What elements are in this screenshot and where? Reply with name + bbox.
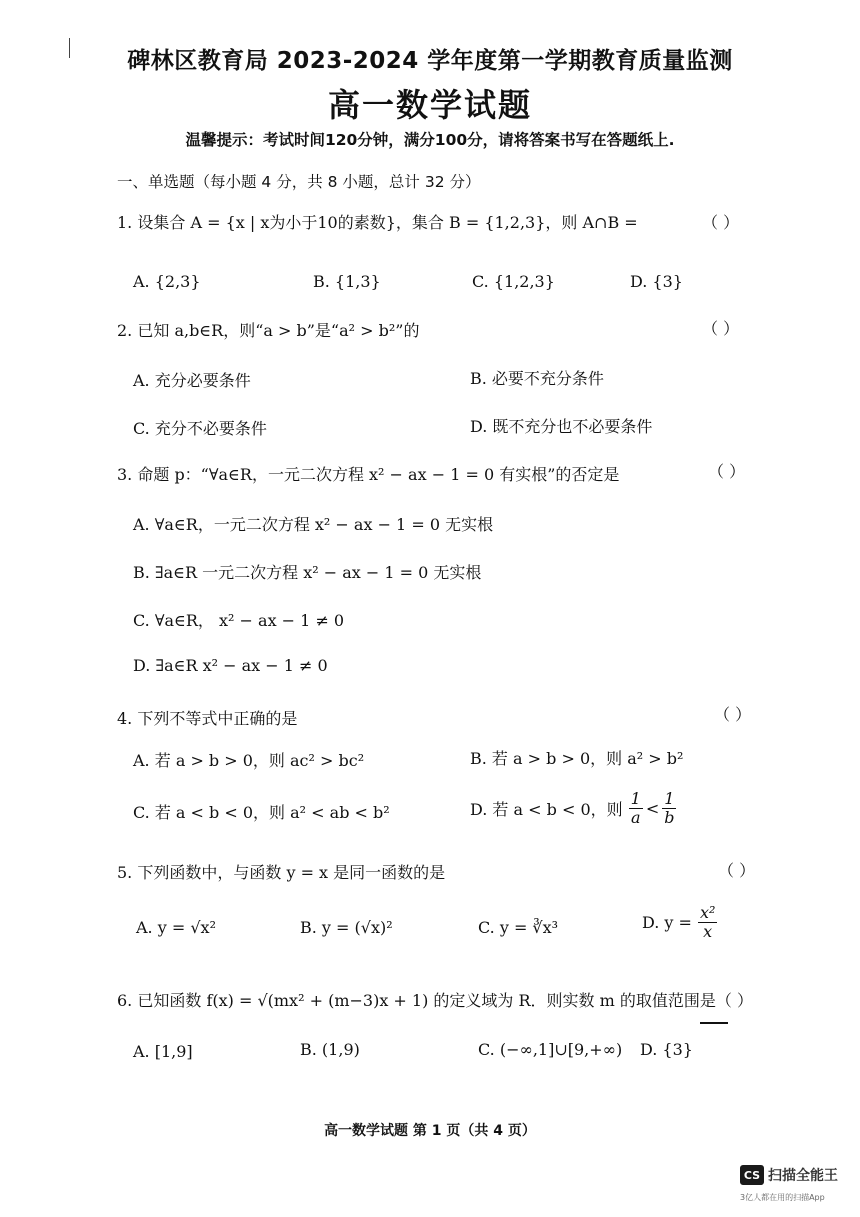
question-4-stem: 4. 下列不等式中正确的是 xyxy=(117,709,298,728)
scanner-watermark xyxy=(740,1165,838,1185)
question-6-option-a: A. [1,9] xyxy=(133,1042,193,1061)
fraction-numerator: x² xyxy=(699,903,716,922)
question-6-option-b: B. (1,9) xyxy=(300,1040,360,1059)
question-4-option-a: A. 若 a > b > 0，则 ac² > bc² xyxy=(133,751,365,770)
question-5-answer-blank: （ ） xyxy=(718,861,756,880)
fraction-1-over-b xyxy=(662,790,676,826)
fraction-1-over-a xyxy=(629,790,643,826)
question-3-answer-blank: （ ） xyxy=(708,462,746,481)
question-6-stem: 6. 已知函数 f(x) = √(mx² + (m−3)x + 1) 的定义域为 R．则实数 m 的取值范围是（ ） xyxy=(117,991,753,1010)
fraction-numerator: 1 xyxy=(664,789,675,808)
question-2-option-c: C. 充分不必要条件 xyxy=(133,419,267,438)
question-2-option-b: B. 必要不充分条件 xyxy=(470,369,604,388)
exam-tip: 温馨提示：考试时间120分钟，满分100分，请将答案书写在答题纸上. xyxy=(185,131,675,149)
answer-underline-mark xyxy=(700,1022,728,1024)
question-3-option-d: D. ∃a∈R x² − ax − 1 ≠ 0 xyxy=(133,656,328,675)
question-4-answer-blank: （ ） xyxy=(714,705,752,724)
question-1-option-c: C. {1,2,3} xyxy=(472,272,555,291)
question-5-option-b: B. y = (√x)² xyxy=(300,918,393,937)
question-4-option-d-prefix: D. 若 a < b < 0，则 xyxy=(470,799,623,819)
exam-title-line2: 高一数学试题 xyxy=(327,86,532,124)
section-title: 一、单选题（每小题 4 分，共 8 小题，总计 32 分） xyxy=(117,173,481,191)
question-6-option-d: D. {3} xyxy=(640,1040,693,1059)
fraction-numerator: 1 xyxy=(630,789,641,808)
question-2-option-a: A. 充分必要条件 xyxy=(133,371,251,390)
question-6-option-c: C. (−∞,1]∪[9,+∞) xyxy=(478,1040,623,1059)
scanner-tagline: 3亿人都在用的扫描App xyxy=(740,1193,825,1202)
question-2-answer-blank: （ ） xyxy=(702,319,740,338)
scanner-logo-icon: CS xyxy=(740,1165,764,1185)
question-4-option-d xyxy=(470,790,676,826)
question-3-option-c: C. ∀a∈R， x² − ax − 1 ≠ 0 xyxy=(133,611,345,630)
fraction-denominator: x xyxy=(703,921,713,941)
question-5-stem: 5. 下列函数中，与函数 y = x 是同一函数的是 xyxy=(117,863,446,882)
question-5-option-a: A. y = √x² xyxy=(136,918,216,937)
question-2-option-d: D. 既不充分也不必要条件 xyxy=(470,417,653,436)
question-3-stem: 3. 命题 p：“∀a∈R，一元二次方程 x² − ax − 1 = 0 有实根”的否定是 xyxy=(117,465,620,484)
question-2-stem: 2. 已知 a,b∈R，则“a > b”是“a² > b²”的 xyxy=(117,321,420,340)
question-1-option-a: A. {2,3} xyxy=(133,272,201,291)
question-1-option-d: D. {3} xyxy=(630,272,683,291)
exam-title-line1: 碑林区教育局 2023-2024 学年度第一学期教育质量监测 xyxy=(127,48,733,74)
question-4-option-b: B. 若 a > b > 0，则 a² > b² xyxy=(470,749,684,768)
fraction-denominator: a xyxy=(630,807,641,827)
question-4-option-c: C. 若 a < b < 0，则 a² < ab < b² xyxy=(133,803,390,822)
question-5-option-c: C. y = ∛x³ xyxy=(478,918,559,937)
question-5-option-d xyxy=(642,904,717,940)
question-1-answer-blank: （ ） xyxy=(702,213,740,232)
question-3-option-a: A. ∀a∈R，一元二次方程 x² − ax − 1 = 0 无实根 xyxy=(133,515,494,534)
question-5-option-d-prefix: D. y = xyxy=(642,912,692,932)
fraction-x2-over-x xyxy=(698,904,717,940)
question-1-stem: 1. 设集合 A = {x | x为小于10的素数}，集合 B = {1,2,3}，则 A∩B = xyxy=(117,213,638,232)
scanner-app-name: 扫描全能王 xyxy=(768,1168,838,1184)
fraction-denominator: b xyxy=(664,807,675,827)
page-footer: 高一数学试题 第 1 页（共 4 页） xyxy=(324,1123,536,1139)
less-than-sign: < xyxy=(645,798,660,818)
question-3-option-b: B. ∃a∈R 一元二次方程 x² − ax − 1 = 0 无实根 xyxy=(133,563,482,582)
question-1-option-b: B. {1,3} xyxy=(313,272,381,291)
